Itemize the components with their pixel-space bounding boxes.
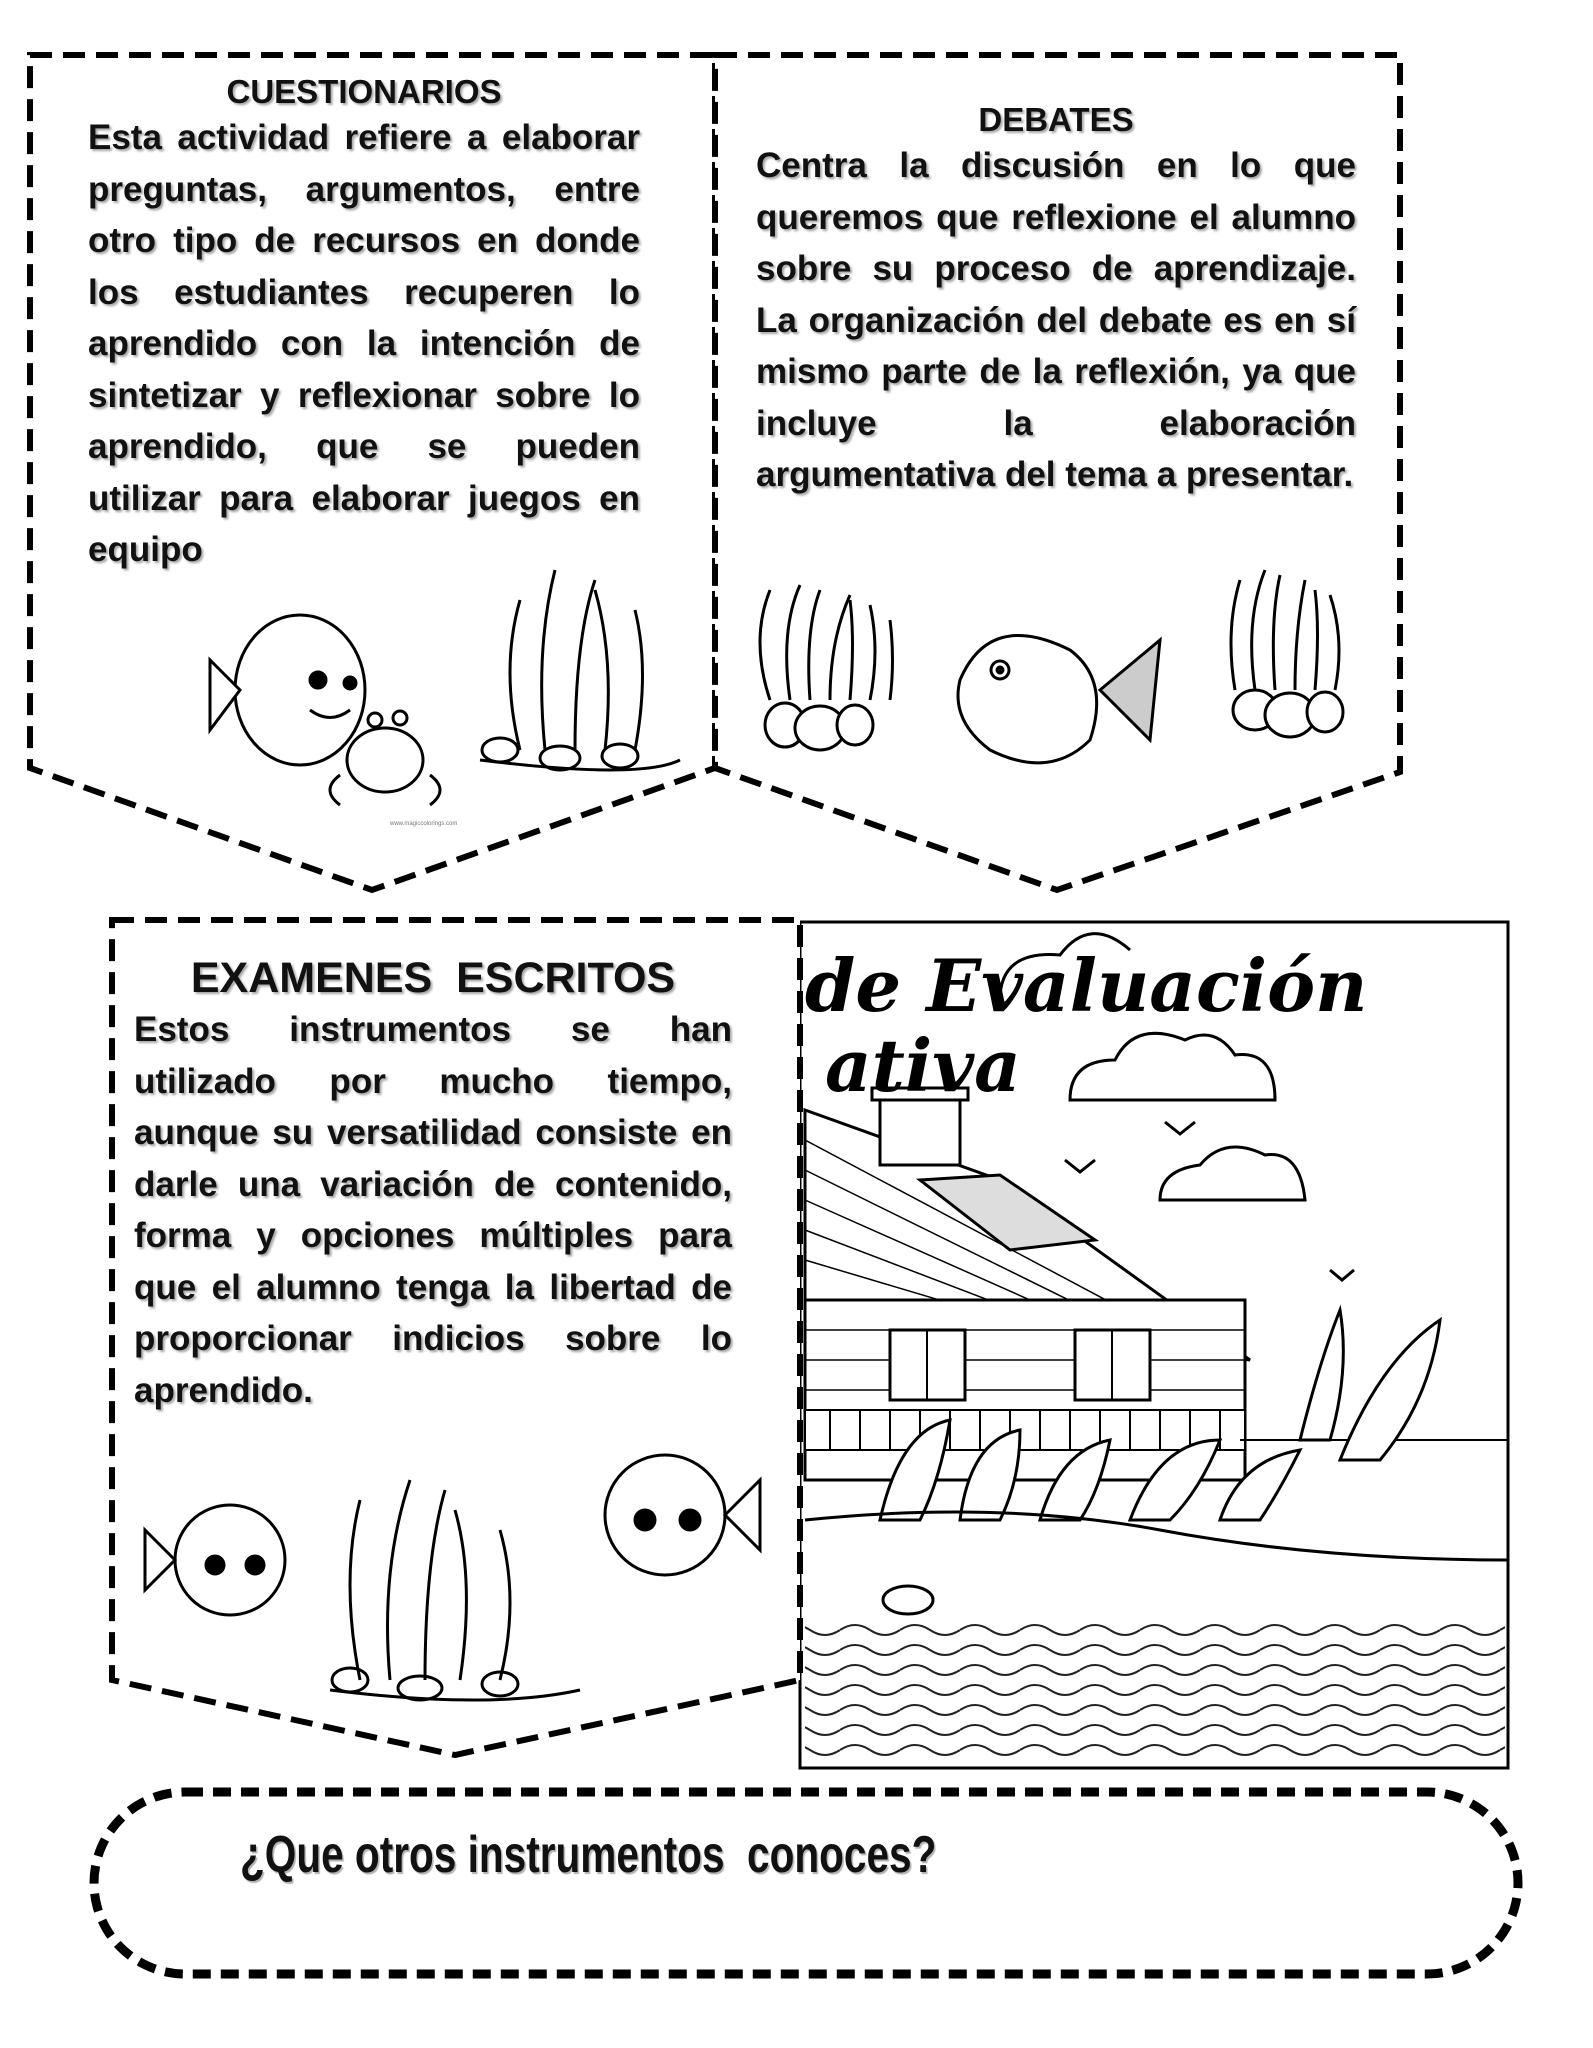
- panel-examenes-escritos: [134, 952, 732, 1416]
- cover-title-line1: de Evaluación: [805, 943, 1368, 1028]
- panel-cuestionarios: [88, 72, 640, 576]
- panel-title: DEBATES: [978, 101, 1134, 138]
- watermark: www.magiccolorings.com: [390, 821, 458, 827]
- panel-body: Esta actividad refiere a elaborar preguntas, argumentos, entre otro tipo de recursos en donde los estudiantes recuperen lo aprendido con la intención de sintetizar y reflexionar sobre lo aprendido, que se pueden utilizar para elaborar juegos en equipo: [88, 118, 640, 569]
- panel-debates: [756, 100, 1356, 501]
- cover-title: [805, 940, 1505, 1112]
- cover-title-line2: ativa: [825, 1023, 1021, 1108]
- panel-title: EXAMENES ESCRITOS: [190, 954, 676, 1002]
- panel-body: Estos instrumentos se han utilizado por mucho tiempo, aunque su versatilidad consiste en darle una variación de contenido, forma y opciones múltiples para que el alumno tenga la libertad de proporcionar indicios sobre lo aprendido.: [134, 1010, 732, 1410]
- panel-title: CUESTIONARIOS: [226, 73, 502, 110]
- question-prompt: ¿Que otros instrumentos conoces?: [240, 1826, 937, 1884]
- panel-body: Centra la discusión en lo que queremos que reflexione el alumno sobre su proceso de aprendizaje. La organización del debate es en sí mismo parte de la reflexión, ya que incluye la elaboración argumentativa del tema a presentar.: [756, 146, 1356, 494]
